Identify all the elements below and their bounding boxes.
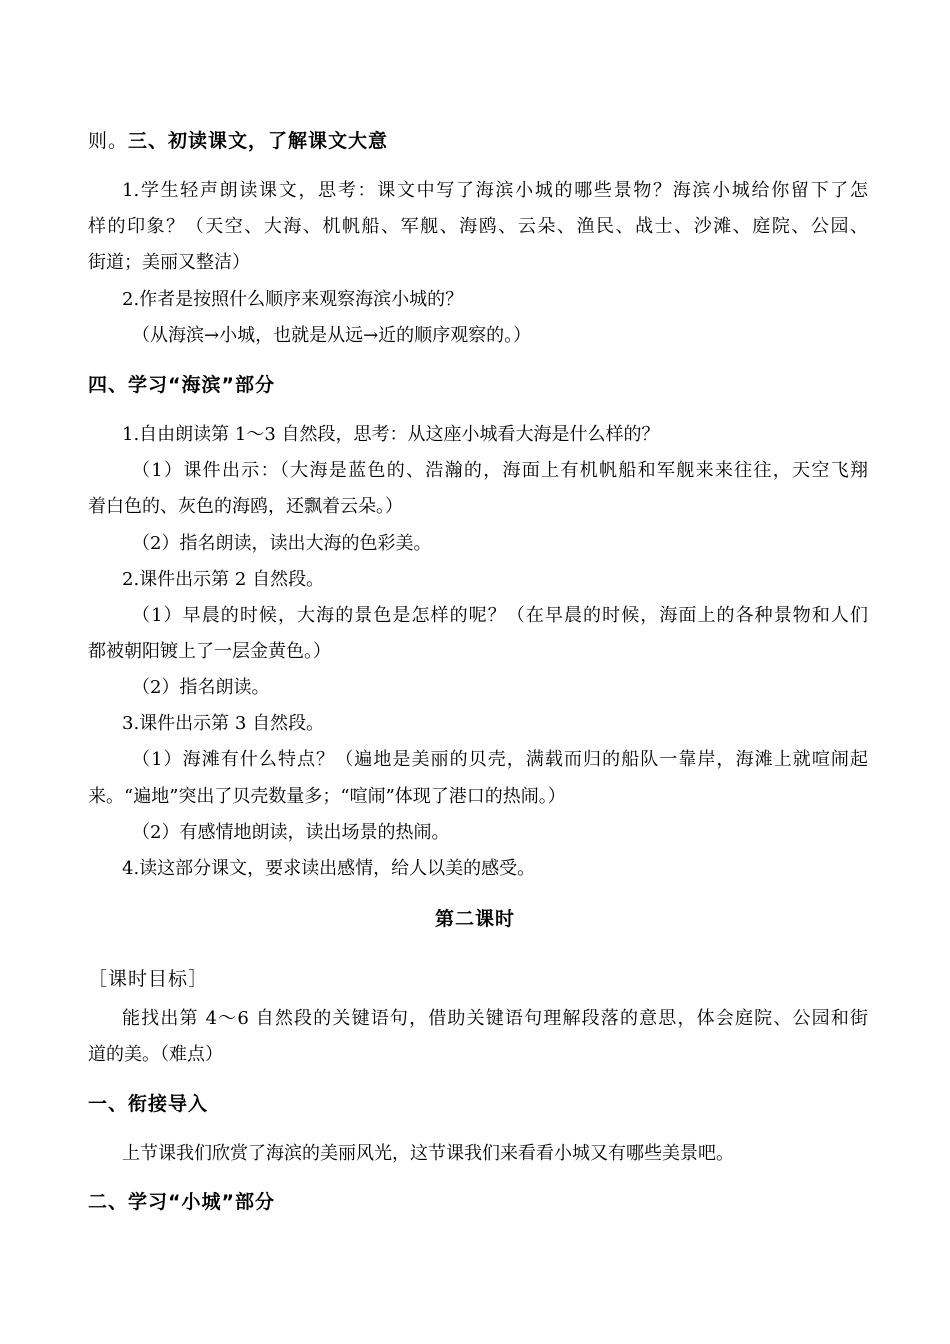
s4-p3: 3.课件出示第 3 自然段。 <box>122 713 325 734</box>
lesson-goal-label: ［课时目标］ <box>88 968 209 990</box>
s4-p3-2: （2）有感情地朗读，读出场景的热闹。 <box>132 822 450 843</box>
s4-p1-2: （2）指名朗读，读出大海的色彩美。 <box>132 533 432 554</box>
s4-p3-1-line1: （1）海滩有什么特点？（遍地是美丽的贝壳，满载而归的船队一靠岸，海滩上就喧闹起 <box>132 749 868 770</box>
s3-q2: 2.作者是按照什么顺序来观察海滨小城的？ <box>122 289 464 310</box>
s4-p3-1-line2: 来。“遍地”突出了贝壳数量多；“喧闹”体现了港口的热闹。） <box>88 786 566 807</box>
section-3-title: 三、初读课文，了解课文大意 <box>128 130 389 152</box>
s4-p2-2: （2）指名朗读。 <box>132 677 270 698</box>
section-4-heading: 四、学习“海滨”部分 <box>88 374 275 396</box>
s4-p1: 1.自由朗读第 1～3 自然段，思考：从这座小城看大海是什么样的？ <box>122 424 660 445</box>
s3-q1-line1: 1.学生轻声朗读课文，思考：课文中写了海滨小城的哪些景物？海滨小城给你留下了怎 <box>122 180 868 201</box>
s4-p1-1-line1: （1）课件出示：（大海是蓝色的、浩瀚的，海面上有机帆船和军舰来来往往，天空飞翔 <box>132 460 868 481</box>
lesson-goal-line1: 能找出第 4～6 自然段的关键语句，借助关键语句理解段落的意思，体会庭院、公园和街 <box>122 1008 868 1029</box>
lesson-goal-line2: 道的美。（难点） <box>88 1044 223 1065</box>
s4-p1-1-line2: 着白色的、灰色的海鸥，还飘着云朵。） <box>88 496 403 517</box>
s3-q1-line3: 街道；美丽又整洁） <box>88 252 250 273</box>
lesson-2-section-2-heading: 二、学习“小城”部分 <box>88 1191 275 1213</box>
lesson-2-section-1-heading: 一、衔接导入 <box>88 1093 209 1115</box>
s3-q2-answer: （从海滨→小城，也就是从远→近的顺序观察的。） <box>132 325 532 346</box>
section-3-heading <box>88 129 868 153</box>
lesson-2-section-1-text: 上节课我们欣赏了海滨的美丽风光，这节课我们来看看小城又有哪些美景吧。 <box>122 1143 734 1164</box>
section-3-prefix: 则。 <box>88 130 129 152</box>
s3-q1-line2: 样的印象？（天空、大海、机帆船、军舰、海鸥、云朵、渔民、战士、沙滩、庭院、公园、 <box>88 216 868 237</box>
s4-p2: 2.课件出示第 2 自然段。 <box>122 569 325 590</box>
s4-p4: 4.读这部分课文，要求读出感情，给人以美的感受。 <box>122 858 536 879</box>
s4-p2-1-line2: 都被朝阳镀上了一层金黄色。） <box>88 641 331 662</box>
lesson-2-title: 第二课时 <box>434 908 515 930</box>
s4-p2-1-line1: （1）早晨的时候，大海的景色是怎样的呢？（在早晨的时候，海面上的各种景物和人们 <box>132 605 868 626</box>
